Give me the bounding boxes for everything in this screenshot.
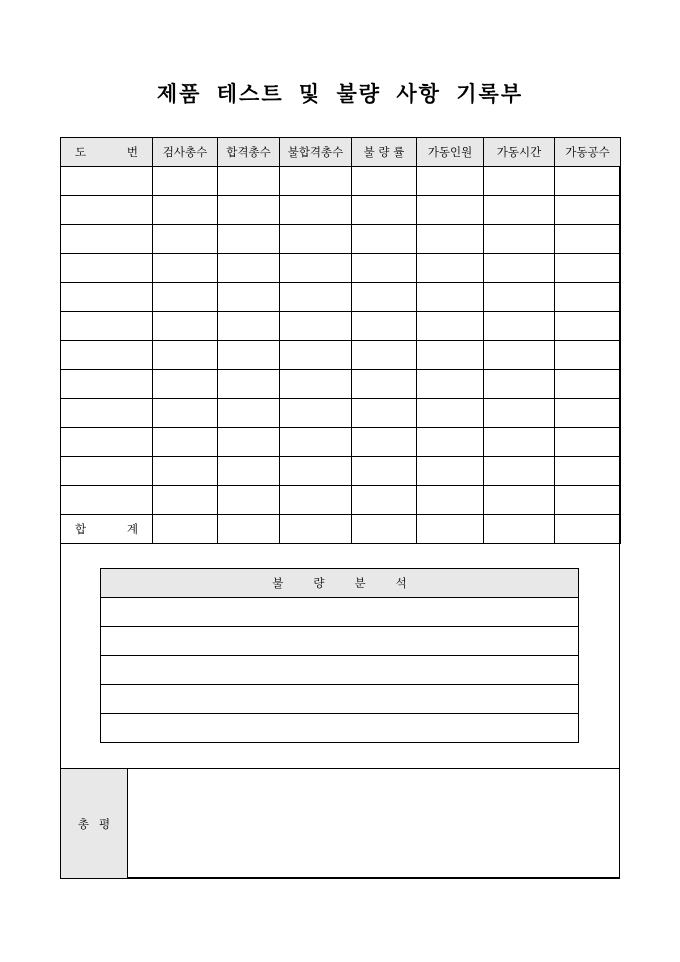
col-header-defect-rate: 불 량 률 (352, 138, 417, 167)
table-cell[interactable] (417, 283, 484, 312)
table-cell[interactable] (555, 428, 621, 457)
table-cell[interactable] (352, 254, 417, 283)
table-row (61, 399, 621, 428)
table-row (61, 225, 621, 254)
table-cell[interactable] (280, 341, 352, 370)
review-table (60, 768, 620, 879)
table-cell[interactable] (555, 254, 621, 283)
table-cell[interactable] (417, 428, 484, 457)
table-cell[interactable] (153, 283, 218, 312)
table-cell[interactable] (484, 225, 555, 254)
table-cell[interactable] (484, 399, 555, 428)
table-cell[interactable] (352, 370, 417, 399)
table-cell[interactable] (555, 312, 621, 341)
col-header-man-hours: 가동공수 (555, 138, 621, 167)
table-cell[interactable] (352, 486, 417, 515)
table-cell[interactable] (417, 399, 484, 428)
total-char-2: 계 (126, 522, 138, 536)
total-cell[interactable] (280, 515, 352, 544)
table-cell[interactable] (218, 457, 280, 486)
table-cell[interactable] (352, 341, 417, 370)
total-char-1: 합 (75, 522, 87, 536)
table-row (61, 283, 621, 312)
table-row (61, 196, 621, 225)
table-cell[interactable] (280, 486, 352, 515)
total-cell[interactable] (352, 515, 417, 544)
table-cell[interactable] (484, 428, 555, 457)
analysis-cell[interactable] (101, 598, 579, 627)
table-row (61, 486, 621, 515)
table-row (61, 370, 621, 399)
table-cell[interactable] (61, 428, 153, 457)
table-row (61, 254, 621, 283)
col-header-passed-total: 합격총수 (218, 138, 280, 167)
table-cell[interactable] (218, 399, 280, 428)
table-cell[interactable] (61, 399, 153, 428)
table-cell[interactable] (352, 312, 417, 341)
analysis-cell[interactable] (101, 627, 579, 656)
table-cell[interactable] (484, 341, 555, 370)
table-cell[interactable] (153, 167, 218, 196)
table-cell[interactable] (153, 428, 218, 457)
inspection-table (60, 137, 621, 544)
table-row (61, 167, 621, 196)
table-cell[interactable] (280, 312, 352, 341)
table-row (61, 428, 621, 457)
table-cell[interactable] (417, 196, 484, 225)
analysis-body (101, 598, 579, 743)
table-cell[interactable] (352, 399, 417, 428)
table-cell[interactable] (218, 254, 280, 283)
table-cell[interactable] (417, 254, 484, 283)
table-cell[interactable] (484, 457, 555, 486)
table-cell[interactable] (218, 196, 280, 225)
table-cell[interactable] (352, 196, 417, 225)
analysis-header: 불량분석 (101, 569, 579, 598)
table-cell[interactable] (555, 225, 621, 254)
table-cell[interactable] (417, 370, 484, 399)
drawing-no-char-2: 번 (126, 145, 138, 159)
table-cell[interactable] (61, 167, 153, 196)
table-cell[interactable] (484, 370, 555, 399)
table-cell[interactable] (555, 341, 621, 370)
analysis-row (101, 714, 579, 743)
analysis-row (101, 598, 579, 627)
table-cell[interactable] (61, 283, 153, 312)
page-title: 제품 테스트 및 불량 사항 기록부 (156, 81, 524, 106)
table-cell[interactable] (352, 457, 417, 486)
total-cell[interactable] (484, 515, 555, 544)
total-row (61, 515, 621, 544)
table-cell[interactable] (352, 167, 417, 196)
table-cell[interactable] (61, 486, 153, 515)
table-row (61, 312, 621, 341)
table-cell[interactable] (218, 341, 280, 370)
table-cell[interactable] (555, 457, 621, 486)
analysis-cell[interactable] (101, 685, 579, 714)
table-cell[interactable] (280, 428, 352, 457)
col-header-inspected-total: 검사총수 (153, 138, 218, 167)
table-cell[interactable] (153, 254, 218, 283)
table-row (61, 457, 621, 486)
table-cell[interactable] (484, 167, 555, 196)
record-form (60, 137, 620, 878)
table-cell[interactable] (484, 196, 555, 225)
table-cell[interactable] (417, 457, 484, 486)
table-cell[interactable] (352, 428, 417, 457)
table-cell[interactable] (555, 399, 621, 428)
table-cell[interactable] (218, 486, 280, 515)
table-cell[interactable] (61, 341, 153, 370)
table-cell[interactable] (218, 167, 280, 196)
table-cell[interactable] (61, 196, 153, 225)
total-cell[interactable] (555, 515, 621, 544)
table-cell[interactable] (280, 196, 352, 225)
table-cell[interactable] (484, 486, 555, 515)
col-header-operators: 가동인원 (417, 138, 484, 167)
table-cell[interactable] (153, 370, 218, 399)
col-header-operating-hours: 가동시간 (484, 138, 555, 167)
review-label: 총평 (61, 769, 128, 879)
col-header-failed-total: 불합격총수 (280, 138, 352, 167)
table-cell[interactable] (417, 312, 484, 341)
table-cell[interactable] (555, 370, 621, 399)
table-header-row (61, 138, 621, 167)
total-cell[interactable] (417, 515, 484, 544)
table-cell[interactable] (280, 283, 352, 312)
analysis-row (101, 685, 579, 714)
table-cell[interactable] (153, 225, 218, 254)
table-cell[interactable] (280, 399, 352, 428)
analysis-cell[interactable] (101, 656, 579, 685)
analysis-row (101, 656, 579, 685)
table-cell[interactable] (484, 312, 555, 341)
table-cell[interactable] (61, 370, 153, 399)
table-cell[interactable] (280, 370, 352, 399)
review-content[interactable] (128, 769, 620, 879)
table-cell[interactable] (153, 486, 218, 515)
col-header-drawing-no (61, 138, 153, 167)
analysis-cell[interactable] (101, 714, 579, 743)
table-cell[interactable] (280, 167, 352, 196)
table-cell[interactable] (555, 196, 621, 225)
table-cell[interactable] (417, 341, 484, 370)
defect-analysis-table (100, 568, 579, 743)
table-cell[interactable] (61, 312, 153, 341)
table-cell[interactable] (153, 457, 218, 486)
review-row (61, 769, 620, 879)
table-cell[interactable] (352, 283, 417, 312)
table-cell[interactable] (417, 486, 484, 515)
analysis-row (101, 627, 579, 656)
table-cell[interactable] (555, 167, 621, 196)
table-cell[interactable] (280, 254, 352, 283)
table-cell[interactable] (280, 225, 352, 254)
analysis-header-row (101, 569, 579, 598)
total-cell[interactable] (153, 515, 218, 544)
table-cell[interactable] (484, 254, 555, 283)
table-cell[interactable] (218, 312, 280, 341)
table-cell[interactable] (218, 283, 280, 312)
inspection-table-body (61, 167, 621, 515)
table-cell[interactable] (218, 225, 280, 254)
table-row (61, 341, 621, 370)
table-cell[interactable] (280, 457, 352, 486)
table-cell[interactable] (61, 254, 153, 283)
table-cell[interactable] (352, 225, 417, 254)
table-cell[interactable] (61, 225, 153, 254)
table-cell[interactable] (153, 312, 218, 341)
drawing-no-char-1: 도 (75, 145, 87, 159)
table-cell[interactable] (153, 196, 218, 225)
table-cell[interactable] (61, 457, 153, 486)
table-cell[interactable] (153, 341, 218, 370)
table-cell[interactable] (555, 486, 621, 515)
total-cell[interactable] (218, 515, 280, 544)
table-cell[interactable] (218, 428, 280, 457)
table-cell[interactable] (555, 283, 621, 312)
table-cell[interactable] (417, 167, 484, 196)
total-label (61, 515, 153, 544)
table-cell[interactable] (153, 399, 218, 428)
table-cell[interactable] (484, 283, 555, 312)
table-cell[interactable] (218, 370, 280, 399)
table-cell[interactable] (417, 225, 484, 254)
